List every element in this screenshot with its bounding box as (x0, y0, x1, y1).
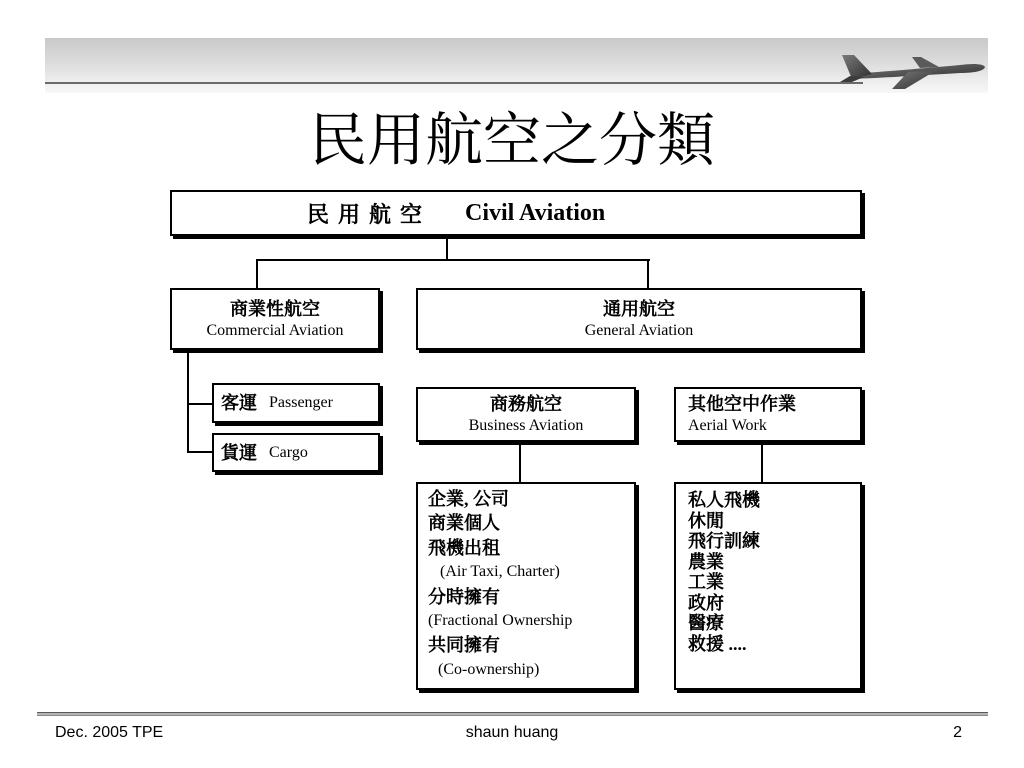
connector-business-down (519, 442, 521, 482)
node-label-en: General Aviation (584, 321, 694, 339)
node-aerial-work (674, 387, 862, 442)
connector-aerial-down (761, 442, 763, 482)
node-label-en: Business Aviation (468, 417, 584, 434)
page-number: 2 (953, 724, 962, 741)
node-civil-aviation (170, 190, 862, 236)
connector-to-passenger (187, 403, 212, 405)
list-item: 救援 .... (688, 633, 747, 654)
airplane-icon (838, 44, 986, 92)
list-item: 工業 (688, 572, 724, 592)
header-rule (45, 82, 863, 84)
node-label-zh: 貨運 (221, 442, 257, 463)
connector-root-horizontal (256, 259, 650, 261)
list-item: 分時擁有 (428, 586, 500, 607)
connector-root-down (446, 235, 448, 261)
node-label-zh: 民用航空 (307, 201, 432, 227)
list-item: 飛機出租 (428, 537, 500, 558)
node-label-zh: 通用航空 (603, 298, 675, 319)
business-aviation-list (416, 482, 636, 690)
node-cargo (212, 433, 380, 472)
connector-to-commercial (256, 259, 258, 288)
footer-date: Dec. 2005 TPE (55, 724, 164, 741)
node-label-en: Cargo (269, 443, 308, 461)
page-title: 民用航空之分類 (308, 106, 715, 174)
list-item: 農業 (688, 551, 724, 572)
node-commercial-aviation (170, 288, 380, 350)
node-label-en: Commercial Aviation (206, 321, 344, 339)
node-label-en: Civil Aviation (465, 199, 606, 226)
node-passenger (212, 383, 380, 423)
node-label-zh: 客運 (221, 393, 257, 413)
footer-author: shaun huang (465, 724, 559, 741)
node-business-aviation (416, 387, 636, 442)
list-item: 飛行訓練 (688, 531, 760, 551)
node-label-zh: 商業性航空 (230, 298, 320, 319)
node-general-aviation (416, 288, 862, 350)
list-item: 商業個人 (428, 513, 500, 534)
list-item: (Fractional Ownership (428, 611, 573, 629)
connector-commercial-trunk (187, 350, 189, 453)
list-item: 醫療 (688, 613, 724, 633)
list-item: 企業, 公司 (428, 489, 509, 509)
list-item: 私人飛機 (688, 490, 760, 510)
list-item: 休閒 (688, 510, 724, 531)
connector-to-cargo (187, 451, 212, 453)
node-label-en: Passenger (269, 394, 333, 411)
footer-rule (37, 712, 988, 716)
connector-to-general (647, 259, 649, 288)
list-item: (Air Taxi, Charter) (440, 563, 560, 581)
node-label-zh: 其他空中作業 (688, 394, 796, 414)
list-item: 政府 (688, 592, 724, 613)
node-label-zh: 商務航空 (490, 394, 562, 414)
list-item: 共同擁有 (428, 635, 500, 656)
node-label-en: Aerial Work (688, 417, 767, 434)
aerial-work-list (674, 482, 862, 690)
list-item: (Co-ownership) (438, 660, 540, 678)
